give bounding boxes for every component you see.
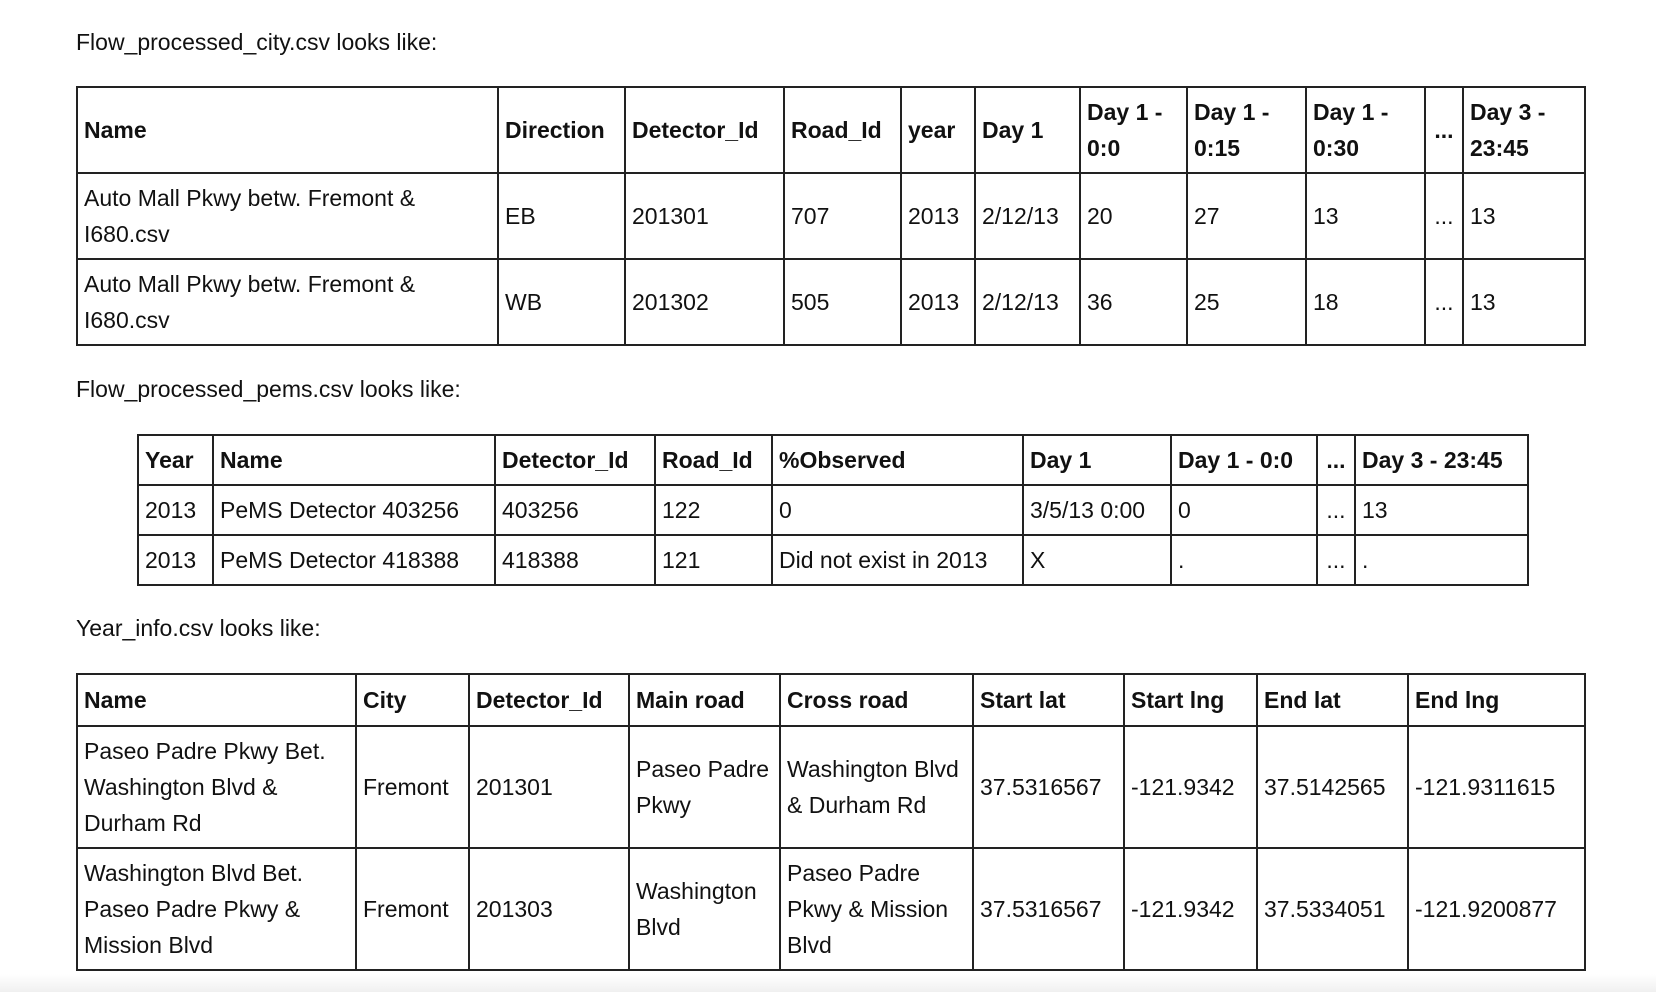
table-header-row bbox=[77, 87, 1585, 173]
table-cell: 13 bbox=[1463, 173, 1585, 259]
table-row bbox=[138, 485, 1528, 535]
table-header-row bbox=[138, 435, 1528, 485]
table-cell: PeMS Detector 403256 bbox=[213, 485, 495, 535]
header-cell: ... bbox=[1317, 435, 1355, 485]
table-cell: 18 bbox=[1306, 259, 1425, 345]
header-cell: Detector_Id bbox=[625, 87, 784, 173]
table-cell: Auto Mall Pkwy betw. Fremont & I680.csv bbox=[77, 259, 498, 345]
table-cell: Washington Blvd bbox=[629, 848, 780, 970]
table-cell: ... bbox=[1425, 173, 1463, 259]
header-cell: Day 1 - 0:30 bbox=[1306, 87, 1425, 173]
table-row bbox=[77, 726, 1585, 848]
table-cell: Fremont bbox=[356, 848, 469, 970]
table-cell: 2/12/13 bbox=[975, 173, 1080, 259]
table-cell: 37.5334051 bbox=[1257, 848, 1408, 970]
header-cell: End lat bbox=[1257, 674, 1408, 726]
table-cell: Paseo Padre Pkwy bbox=[629, 726, 780, 848]
table-cell: Washington Blvd Bet. Paseo Padre Pkwy & Mission Blvd bbox=[77, 848, 356, 970]
header-cell: Name bbox=[77, 87, 498, 173]
header-cell: Day 1 bbox=[1023, 435, 1171, 485]
header-cell: Day 1 - 0:0 bbox=[1080, 87, 1187, 173]
header-cell: ... bbox=[1425, 87, 1463, 173]
table-cell: 0 bbox=[772, 485, 1023, 535]
table-cell: -121.9342 bbox=[1124, 848, 1257, 970]
table-cell: Auto Mall Pkwy betw. Fremont & I680.csv bbox=[77, 173, 498, 259]
header-cell: Day 3 - 23:45 bbox=[1355, 435, 1528, 485]
header-cell: Cross road bbox=[780, 674, 973, 726]
table-cell: 505 bbox=[784, 259, 901, 345]
table-row bbox=[77, 848, 1585, 970]
table-cell: 37.5142565 bbox=[1257, 726, 1408, 848]
table-cell: 707 bbox=[784, 173, 901, 259]
table-cell: 403256 bbox=[495, 485, 655, 535]
header-cell: Start lat bbox=[973, 674, 1124, 726]
table-row bbox=[77, 259, 1585, 345]
header-cell: Detector_Id bbox=[495, 435, 655, 485]
table-cell: ... bbox=[1425, 259, 1463, 345]
table-row bbox=[77, 173, 1585, 259]
table-cell: 27 bbox=[1187, 173, 1306, 259]
table-cell: 418388 bbox=[495, 535, 655, 585]
table-cell: EB bbox=[498, 173, 625, 259]
table-cell: 2013 bbox=[138, 485, 213, 535]
table-cell: 201302 bbox=[625, 259, 784, 345]
header-cell: Name bbox=[77, 674, 356, 726]
table-cell: X bbox=[1023, 535, 1171, 585]
year-info-table bbox=[76, 673, 1586, 971]
table-cell: -121.9311615 bbox=[1408, 726, 1585, 848]
header-cell: Name bbox=[213, 435, 495, 485]
flow-processed-pems-table bbox=[137, 434, 1529, 586]
header-cell: Year bbox=[138, 435, 213, 485]
table-cell: Washington Blvd & Durham Rd bbox=[780, 726, 973, 848]
table-cell: 2/12/13 bbox=[975, 259, 1080, 345]
header-cell: Road_Id bbox=[784, 87, 901, 173]
header-cell: Detector_Id bbox=[469, 674, 629, 726]
header-cell: City bbox=[356, 674, 469, 726]
table-header-row bbox=[77, 674, 1585, 726]
table-cell: PeMS Detector 418388 bbox=[213, 535, 495, 585]
header-cell: Road_Id bbox=[655, 435, 772, 485]
table-cell: 25 bbox=[1187, 259, 1306, 345]
header-cell: Direction bbox=[498, 87, 625, 173]
header-cell: %Observed bbox=[772, 435, 1023, 485]
table-row bbox=[138, 535, 1528, 585]
flow-processed-city-table bbox=[76, 86, 1586, 346]
caption-flow-processed-pems: Flow_processed_pems.csv looks like: bbox=[76, 376, 461, 402]
table-cell: . bbox=[1171, 535, 1317, 585]
table-cell: Paseo Padre Pkwy & Mission Blvd bbox=[780, 848, 973, 970]
table-cell: Fremont bbox=[356, 726, 469, 848]
table-cell: 13 bbox=[1306, 173, 1425, 259]
table-cell: 3/5/13 0:00 bbox=[1023, 485, 1171, 535]
table-cell: Paseo Padre Pkwy Bet. Washington Blvd & Durham Rd bbox=[77, 726, 356, 848]
table-cell: -121.9342 bbox=[1124, 726, 1257, 848]
caption-year-info: Year_info.csv looks like: bbox=[76, 615, 321, 641]
caption-flow-processed-city: Flow_processed_city.csv looks like: bbox=[76, 29, 438, 55]
header-cell: Start lng bbox=[1124, 674, 1257, 726]
table-cell: 37.5316567 bbox=[973, 848, 1124, 970]
header-cell: End lng bbox=[1408, 674, 1585, 726]
table-cell: Did not exist in 2013 bbox=[772, 535, 1023, 585]
header-cell: Day 1 - 0:0 bbox=[1171, 435, 1317, 485]
table-cell: 201303 bbox=[469, 848, 629, 970]
table-cell: 2013 bbox=[138, 535, 213, 585]
table-cell: 121 bbox=[655, 535, 772, 585]
table-cell: 122 bbox=[655, 485, 772, 535]
header-cell: Day 3 - 23:45 bbox=[1463, 87, 1585, 173]
header-cell: Day 1 - 0:15 bbox=[1187, 87, 1306, 173]
table-cell: 2013 bbox=[901, 259, 975, 345]
table-cell: 36 bbox=[1080, 259, 1187, 345]
bottom-edge-shadow bbox=[0, 974, 1656, 992]
header-cell: year bbox=[901, 87, 975, 173]
table-cell: 2013 bbox=[901, 173, 975, 259]
header-cell: Day 1 bbox=[975, 87, 1080, 173]
table-cell: 20 bbox=[1080, 173, 1187, 259]
table-cell: 13 bbox=[1463, 259, 1585, 345]
table-cell: 37.5316567 bbox=[973, 726, 1124, 848]
table-cell: ... bbox=[1317, 535, 1355, 585]
table-cell: -121.9200877 bbox=[1408, 848, 1585, 970]
table-cell: ... bbox=[1317, 485, 1355, 535]
table-cell: 201301 bbox=[625, 173, 784, 259]
header-cell: Main road bbox=[629, 674, 780, 726]
table-cell: 0 bbox=[1171, 485, 1317, 535]
table-cell: WB bbox=[498, 259, 625, 345]
table-cell: . bbox=[1355, 535, 1528, 585]
table-cell: 13 bbox=[1355, 485, 1528, 535]
table-cell: 201301 bbox=[469, 726, 629, 848]
